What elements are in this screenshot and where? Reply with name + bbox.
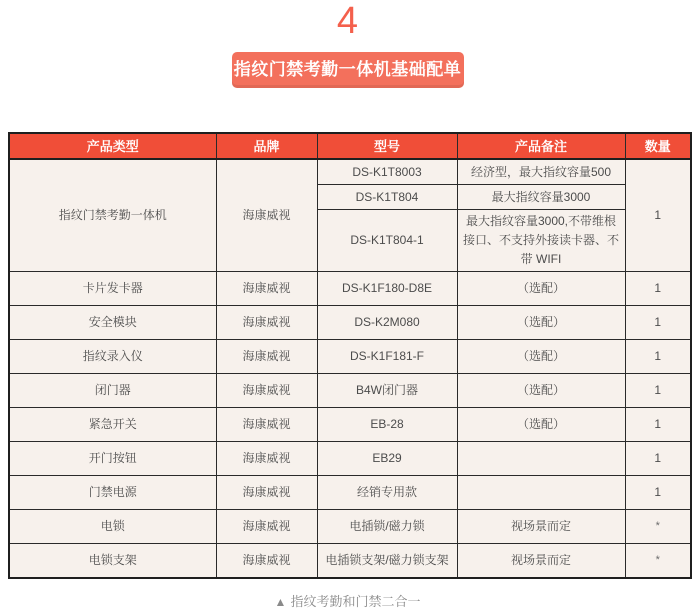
cell-quantity: 1 — [625, 272, 691, 306]
cell-quantity: 1 — [625, 306, 691, 340]
header-cell-note: 产品备注 — [457, 133, 625, 159]
table-row — [9, 306, 691, 340]
cell-model: 电插锁支架/磁力锁支架 — [317, 544, 457, 579]
cell-model: 电插锁/磁力锁 — [317, 510, 457, 544]
table-row — [9, 408, 691, 442]
cell-brand: 海康威视 — [216, 159, 317, 272]
cell-model: DS-K2M080 — [317, 306, 457, 340]
header-cell-model: 型号 — [317, 133, 457, 159]
cell-note: （选配） — [457, 340, 625, 374]
cell-note: 经济型，最大指纹容量500 — [457, 159, 625, 185]
table-row — [9, 476, 691, 510]
cell-note: 最大指纹容量3000,不带维根接口、不支持外接读卡器、不带 WIFI — [457, 210, 625, 272]
table-row — [9, 340, 691, 374]
cell-brand: 海康威视 — [216, 442, 317, 476]
cell-product-type: 安全模块 — [9, 306, 216, 340]
cell-note: （选配） — [457, 306, 625, 340]
cell-model: 经销专用款 — [317, 476, 457, 510]
cell-quantity: * — [625, 510, 691, 544]
cell-note: （选配） — [457, 408, 625, 442]
cell-quantity: 1 — [625, 340, 691, 374]
table-row — [9, 272, 691, 306]
cell-note: 最大指纹容量3000 — [457, 185, 625, 210]
up-triangle-icon: ▲ — [274, 595, 287, 609]
cell-product-type: 紧急开关 — [9, 408, 216, 442]
table-header-row — [9, 133, 691, 159]
cell-model: DS-K1F180-D8E — [317, 272, 457, 306]
cell-note — [457, 442, 625, 476]
cell-product-type: 指纹门禁考勤一体机 — [9, 159, 216, 272]
table-row-group-variant-1 — [9, 159, 691, 185]
cell-product-type: 开门按钮 — [9, 442, 216, 476]
cell-product-type: 卡片发卡器 — [9, 272, 216, 306]
cell-note: 视场景而定 — [457, 510, 625, 544]
cell-brand: 海康威视 — [216, 374, 317, 408]
cell-product-type: 指纹录入仪 — [9, 340, 216, 374]
cell-model: EB-28 — [317, 408, 457, 442]
section-title-banner: 指纹门禁考勤一体机基础配单 — [232, 52, 464, 88]
cell-model: DS-K1T804 — [317, 185, 457, 210]
cell-quantity: 1 — [625, 442, 691, 476]
cell-note — [457, 476, 625, 510]
table-row — [9, 374, 691, 408]
cell-brand: 海康威视 — [216, 408, 317, 442]
products-table — [8, 132, 692, 579]
cell-brand: 海康威视 — [216, 544, 317, 579]
cell-model: EB29 — [317, 442, 457, 476]
table-row — [9, 544, 691, 579]
cell-note: 视场景而定 — [457, 544, 625, 579]
cell-quantity: 1 — [625, 159, 691, 272]
table-caption-text: 指纹考勤和门禁二合一 — [290, 594, 421, 609]
cell-product-type: 电锁支架 — [9, 544, 216, 579]
cell-product-type: 闭门器 — [9, 374, 216, 408]
cell-brand: 海康威视 — [216, 272, 317, 306]
cell-quantity: 1 — [625, 408, 691, 442]
header-cell-quantity: 数量 — [625, 133, 691, 159]
cell-brand: 海康威视 — [216, 476, 317, 510]
header-cell-brand: 品牌 — [216, 133, 317, 159]
cell-quantity: * — [625, 544, 691, 579]
cell-model: DS-K1F181-F — [317, 340, 457, 374]
cell-brand: 海康威视 — [216, 510, 317, 544]
cell-quantity: 1 — [625, 374, 691, 408]
cell-brand: 海康威视 — [216, 306, 317, 340]
header-cell-product-type: 产品类型 — [9, 133, 216, 159]
cell-model: DS-K1T804-1 — [317, 210, 457, 272]
cell-model: DS-K1T8003 — [317, 159, 457, 185]
cell-note: （选配） — [457, 374, 625, 408]
cell-product-type: 电锁 — [9, 510, 216, 544]
cell-quantity: 1 — [625, 476, 691, 510]
cell-note: （选配） — [457, 272, 625, 306]
cell-brand: 海康威视 — [216, 340, 317, 374]
table-row — [9, 510, 691, 544]
table-row — [9, 442, 691, 476]
section-number: 4 — [336, 0, 359, 42]
cell-model: B4W闭门器 — [317, 374, 457, 408]
cell-product-type: 门禁电源 — [9, 476, 216, 510]
